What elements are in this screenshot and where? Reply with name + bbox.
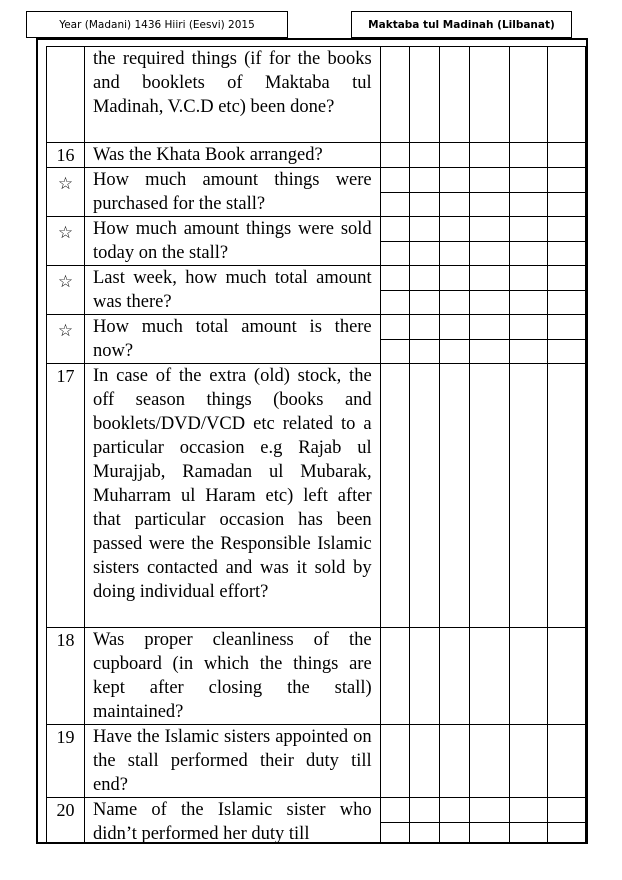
checkbox-cell[interactable] <box>380 628 410 725</box>
checklist-row <box>47 168 586 193</box>
checkbox-cell[interactable] <box>509 339 547 364</box>
checkbox-cell[interactable] <box>410 315 440 340</box>
checklist-row <box>47 798 586 823</box>
checkbox-cell[interactable] <box>547 339 585 364</box>
checkbox-cell[interactable] <box>410 217 440 242</box>
checkbox-cell[interactable] <box>380 798 410 823</box>
checkbox-cell[interactable] <box>509 192 547 217</box>
star-icon: ☆ <box>47 168 85 217</box>
checkbox-cell[interactable] <box>440 798 470 823</box>
checkbox-cell[interactable] <box>469 143 509 168</box>
checkbox-cell[interactable] <box>410 168 440 193</box>
checkbox-cell[interactable] <box>410 266 440 291</box>
checkbox-cell[interactable] <box>440 47 470 143</box>
checkbox-cell[interactable] <box>509 725 547 798</box>
checkbox-cell[interactable] <box>410 798 440 823</box>
checkbox-cell[interactable] <box>469 364 509 628</box>
checklist-frame <box>36 38 588 844</box>
checkbox-cell[interactable] <box>547 822 585 844</box>
checklist-row <box>47 47 586 143</box>
checkbox-cell[interactable] <box>469 217 509 242</box>
checklist-row <box>47 628 586 725</box>
checkbox-cell[interactable] <box>380 192 410 217</box>
checkbox-cell[interactable] <box>380 822 410 844</box>
question-text: Name of the Islamic sister who didn’t performed her duty till <box>84 798 380 845</box>
checkbox-cell[interactable] <box>509 798 547 823</box>
question-text: Last week, how much total amount was there? <box>84 266 380 315</box>
checkbox-cell[interactable] <box>380 315 410 340</box>
checkbox-cell[interactable] <box>410 725 440 798</box>
checkbox-cell[interactable] <box>547 290 585 315</box>
checklist-row <box>47 217 586 242</box>
checkbox-cell[interactable] <box>380 168 410 193</box>
checkbox-cell[interactable] <box>469 47 509 143</box>
checkbox-cell[interactable] <box>469 798 509 823</box>
checkbox-cell[interactable] <box>547 143 585 168</box>
row-number: 18 <box>47 628 85 725</box>
checkbox-cell[interactable] <box>509 315 547 340</box>
checkbox-cell[interactable] <box>469 725 509 798</box>
checkbox-cell[interactable] <box>410 47 440 143</box>
checkbox-cell[interactable] <box>380 47 410 143</box>
checkbox-cell[interactable] <box>440 290 470 315</box>
question-text: Was the Khata Book arranged? <box>84 143 380 168</box>
checkbox-cell[interactable] <box>547 798 585 823</box>
star-icon: ☆ <box>47 217 85 266</box>
question-text: How much amount things were sold today on the stall? <box>84 217 380 266</box>
checkbox-cell[interactable] <box>410 364 440 628</box>
checkbox-cell[interactable] <box>440 339 470 364</box>
row-number: 20 <box>47 798 85 845</box>
checklist-row <box>47 364 586 628</box>
checkbox-cell[interactable] <box>440 168 470 193</box>
checklist-row <box>47 266 586 291</box>
checkbox-cell[interactable] <box>547 241 585 266</box>
checkbox-cell[interactable] <box>509 364 547 628</box>
question-text: Was proper cleanliness of the cupboard (in which the things are kept after closing the stall) maintained? <box>84 628 380 725</box>
checkbox-cell[interactable] <box>440 241 470 266</box>
checkbox-cell[interactable] <box>410 241 440 266</box>
checkbox-cell[interactable] <box>469 315 509 340</box>
checkbox-cell[interactable] <box>380 266 410 291</box>
question-text: How much total amount is there now? <box>84 315 380 364</box>
checkbox-cell[interactable] <box>440 628 470 725</box>
row-number: 19 <box>47 725 85 798</box>
checkbox-cell[interactable] <box>380 241 410 266</box>
checkbox-cell[interactable] <box>469 241 509 266</box>
checkbox-cell[interactable] <box>440 315 470 340</box>
question-text: In case of the extra (old) stock, the off season things (books and booklets/DVD/VCD etc related to a particular occasion e.g Rajab ul Murajjab, Ramadan ul Mubarak, Muharram ul Haram etc) left after that particular occasion has been passed were the Responsible Islamic sisters contacted and was it sold by doing individual effort? <box>84 364 380 628</box>
checkbox-cell[interactable] <box>410 290 440 315</box>
checklist-row <box>47 725 586 798</box>
checkbox-cell[interactable] <box>547 217 585 242</box>
header-year-text: Year (Madani) 1436 Hiiri (Eesvi) 2015 <box>59 19 255 31</box>
star-icon: ☆ <box>47 266 85 315</box>
checkbox-cell[interactable] <box>469 266 509 291</box>
header-year-box <box>26 11 288 38</box>
checkbox-cell[interactable] <box>440 192 470 217</box>
checkbox-cell[interactable] <box>547 315 585 340</box>
checkbox-cell[interactable] <box>380 217 410 242</box>
checkbox-cell[interactable] <box>380 364 410 628</box>
checkbox-cell[interactable] <box>440 143 470 168</box>
row-number <box>47 47 85 143</box>
checkbox-cell[interactable] <box>410 628 440 725</box>
checkbox-cell[interactable] <box>440 822 470 844</box>
checkbox-cell[interactable] <box>469 192 509 217</box>
row-number: 17 <box>47 364 85 628</box>
checkbox-cell[interactable] <box>509 822 547 844</box>
question-text: How much amount things were purchased for the stall? <box>84 168 380 217</box>
checklist-row <box>47 315 586 340</box>
checkbox-cell[interactable] <box>509 47 547 143</box>
checkbox-cell[interactable] <box>469 290 509 315</box>
checkbox-cell[interactable] <box>380 143 410 168</box>
checkbox-cell[interactable] <box>509 143 547 168</box>
checkbox-cell[interactable] <box>469 628 509 725</box>
star-icon: ☆ <box>47 315 85 364</box>
checkbox-cell[interactable] <box>509 266 547 291</box>
header-publisher-text: Maktaba tul Madinah (Lilbanat) <box>368 19 555 31</box>
checklist-row <box>47 143 586 168</box>
checkbox-cell[interactable] <box>410 339 440 364</box>
checklist-rows <box>47 47 586 845</box>
checkbox-cell[interactable] <box>509 628 547 725</box>
header-publisher-box <box>351 11 572 38</box>
checkbox-cell[interactable] <box>509 290 547 315</box>
row-number: 16 <box>47 143 85 168</box>
checkbox-cell[interactable] <box>380 725 410 798</box>
checkbox-cell[interactable] <box>547 168 585 193</box>
checkbox-cell[interactable] <box>547 628 585 725</box>
checkbox-cell[interactable] <box>547 364 585 628</box>
checkbox-cell[interactable] <box>509 241 547 266</box>
checkbox-cell[interactable] <box>380 290 410 315</box>
checkbox-cell[interactable] <box>469 168 509 193</box>
checkbox-cell[interactable] <box>547 725 585 798</box>
checkbox-cell[interactable] <box>509 217 547 242</box>
checklist-table <box>46 46 586 844</box>
question-text: the required things (if for the books and booklets of Maktaba tul Madinah, V.C.D etc) been done? <box>84 47 380 143</box>
checkbox-cell[interactable] <box>410 192 440 217</box>
checkbox-cell[interactable] <box>410 822 440 844</box>
checkbox-cell[interactable] <box>410 143 440 168</box>
checkbox-cell[interactable] <box>469 339 509 364</box>
checkbox-cell[interactable] <box>547 47 585 143</box>
checkbox-cell[interactable] <box>547 266 585 291</box>
checkbox-cell[interactable] <box>469 822 509 844</box>
checkbox-cell[interactable] <box>440 266 470 291</box>
question-text: Have the Islamic sisters appointed on the stall performed their duty till end? <box>84 725 380 798</box>
checkbox-cell[interactable] <box>440 725 470 798</box>
checkbox-cell[interactable] <box>440 364 470 628</box>
checkbox-cell[interactable] <box>547 192 585 217</box>
checkbox-cell[interactable] <box>509 168 547 193</box>
checkbox-cell[interactable] <box>380 339 410 364</box>
checkbox-cell[interactable] <box>440 217 470 242</box>
